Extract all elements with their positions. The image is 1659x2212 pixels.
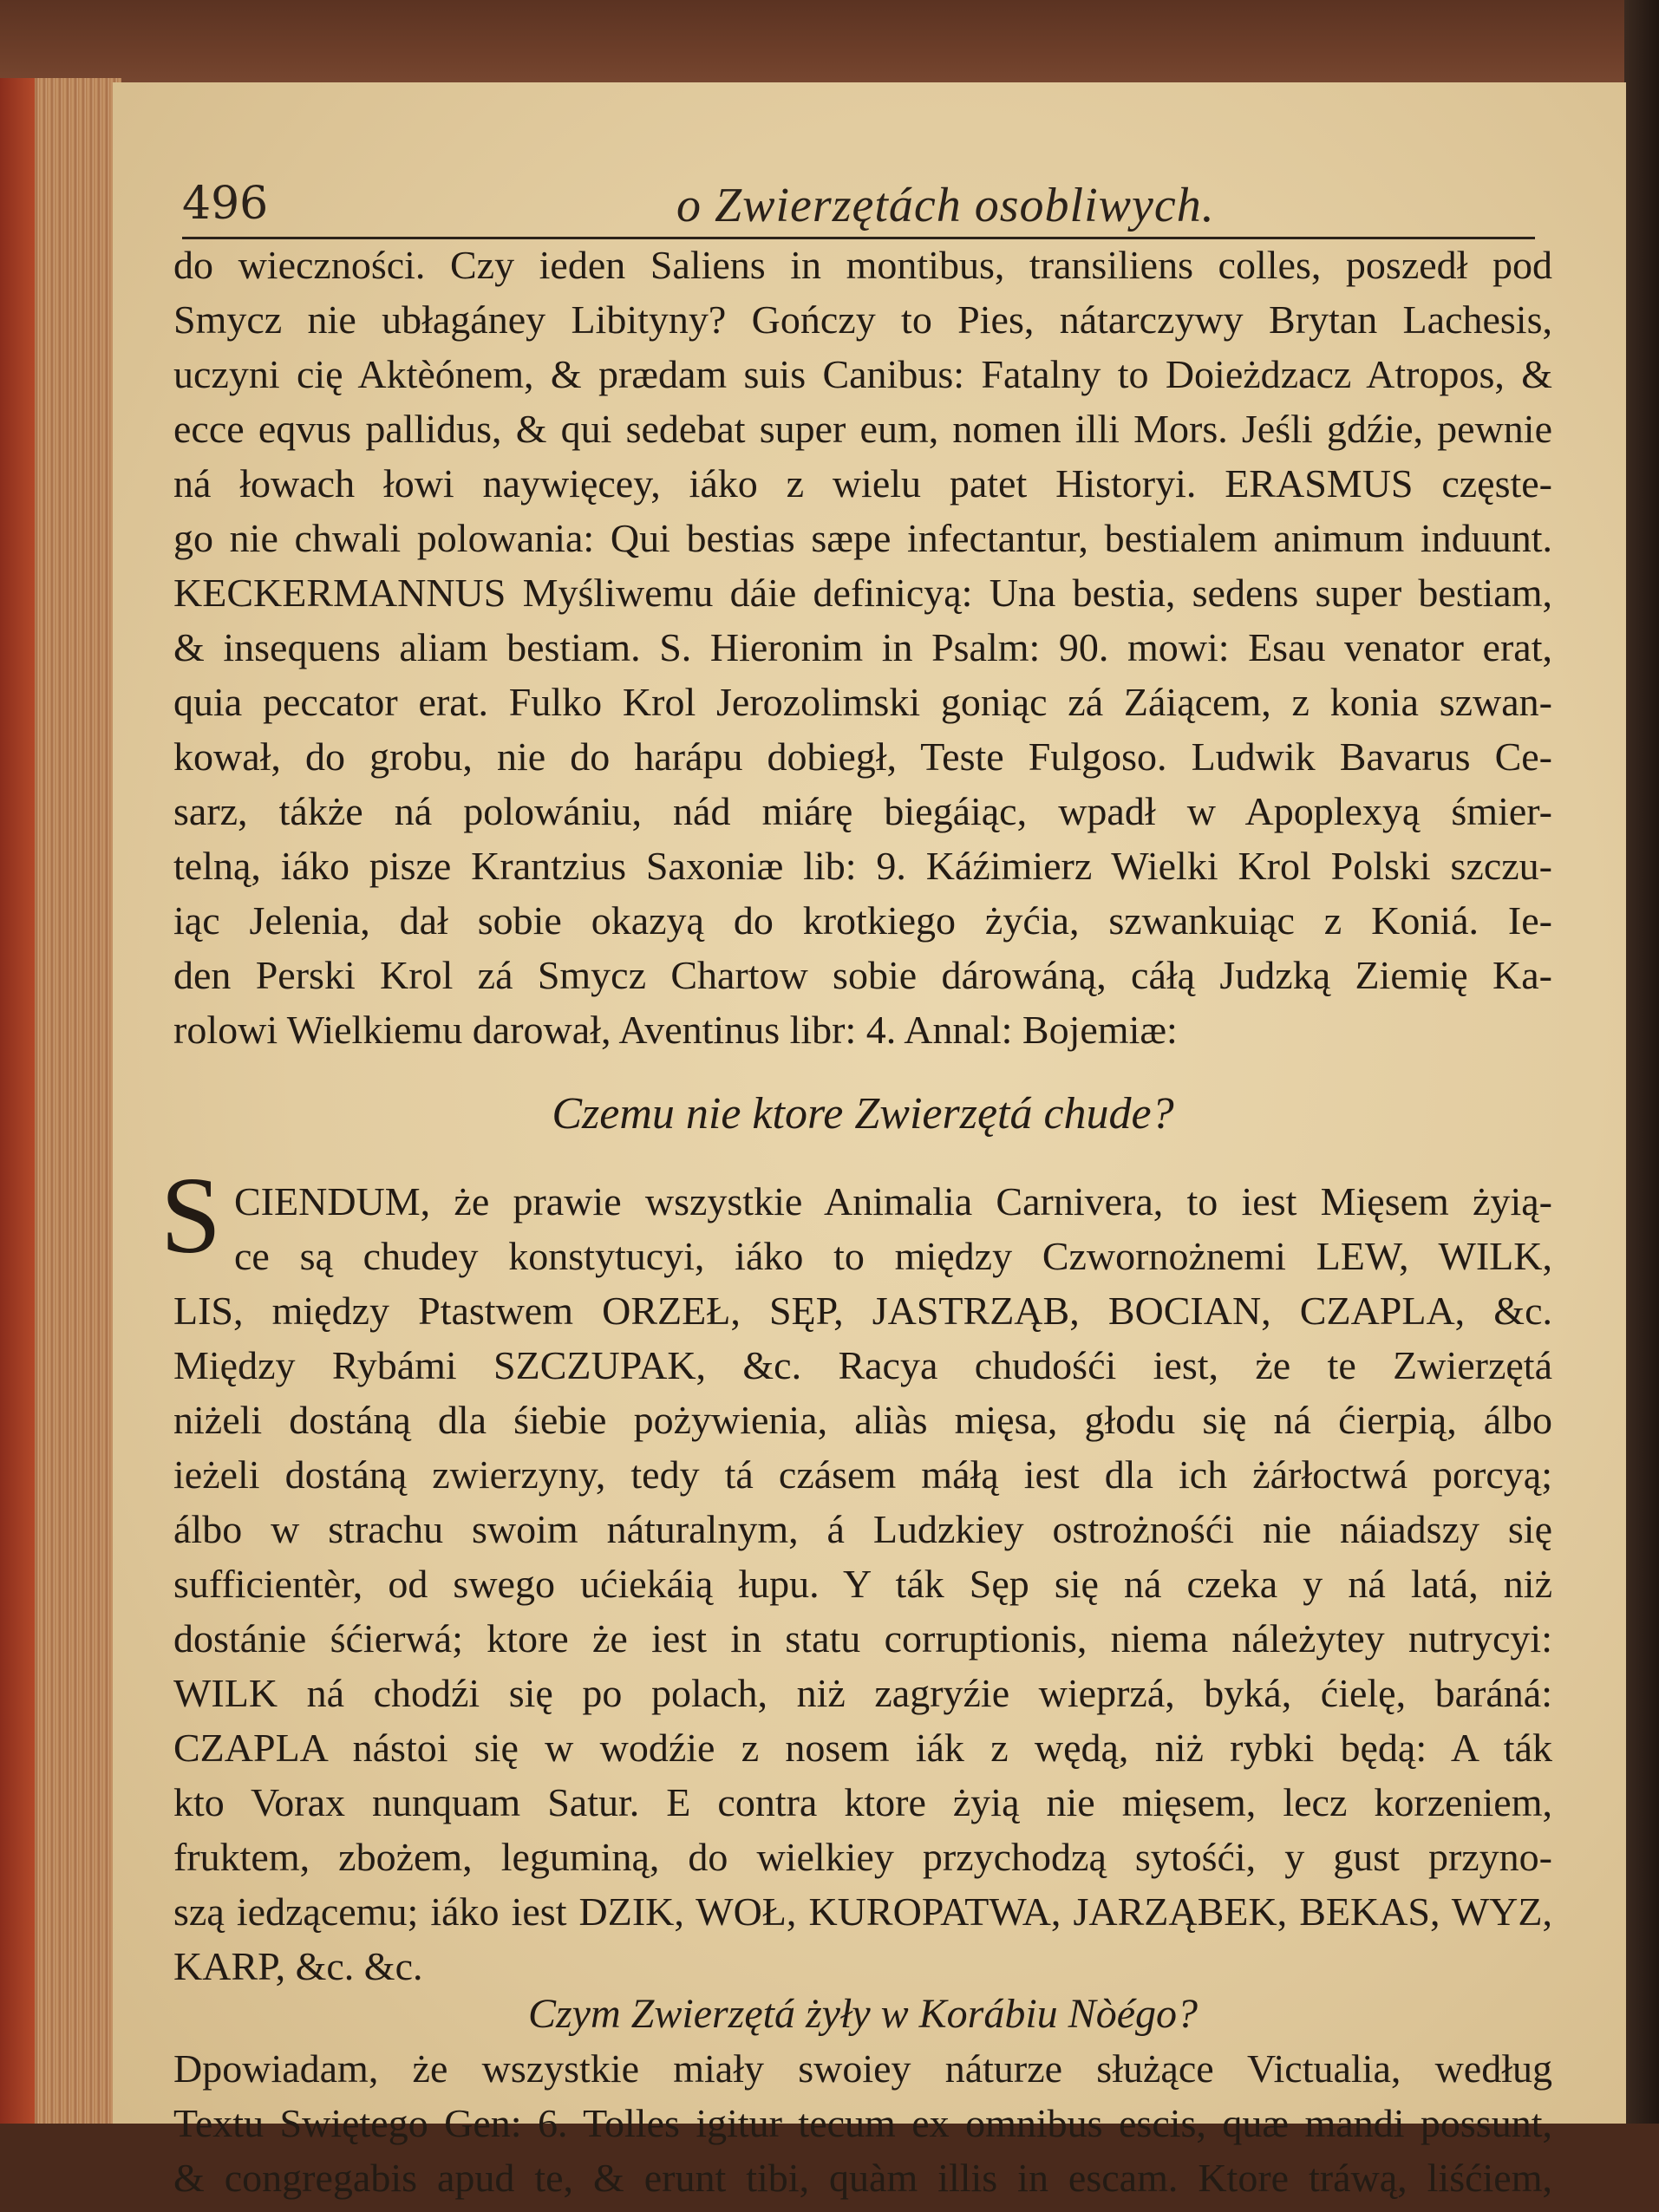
text-line: LIS, między Ptastwem ORZEŁ, SĘP, JASTRZĄB, BOCIAN, CZAPLA, &c. — [173, 1289, 1552, 1333]
text-line: CIENDUM, że prawie wszystkie Animalia Carnivera, to iest Mięsem żyią- — [234, 1179, 1552, 1223]
text-line: quia peccator erat. Fulko Krol Jerozolimski goniąc zá Záiącem, z konia szwan- — [173, 680, 1552, 724]
text-line: & congregabis apud te, & erunt tibi, quàm illis in escam. Ktore tráwą, liśćiem, — [173, 2156, 1552, 2200]
text-line: ecce eqvus pallidus, & qui sedebat super eum, nomen illi Mors. Jeśli gdźie, pewnie — [173, 407, 1552, 451]
text-line: den Perski Krol zá Smycz Chartow sobie dárowáną, cáłą Judzką Ziemię Ka- — [173, 953, 1552, 997]
text-line: WILK ná chodźi się po polach, niż zagryźie wieprzá, byká, ćielę, baráná: — [173, 1671, 1552, 1715]
book-page — [113, 82, 1626, 2200]
running-head: o Zwierzętách osobliwych. — [676, 179, 1215, 232]
text-line: kował, do grobu, nie do harápu dobiegł, Teste Fulgoso. Ludwik Bavarus Ce- — [173, 734, 1552, 779]
text-line: ce są chudey konstytucyi, iáko to między Czwornożnemi LEW, WILK, — [234, 1234, 1552, 1278]
drop-cap: S — [160, 1156, 222, 1276]
text-line: Między Rybámi SZCZUPAK, &c. Racya chudośći iest, że te Zwierzętá — [173, 1343, 1552, 1387]
text-line: Dpowiadam, że wszystkie miały swoiey náturze służące Victualia, według — [173, 2046, 1552, 2091]
text-line: fruktem, zbożem, leguminą, do wielkiey przychodzą sytośći, y gust przyno- — [173, 1835, 1552, 1879]
text-line: ieżeli dostáną zwierzyny, tedy tá czásem máłą iest dla ich żárłoctwá porcyą; — [173, 1452, 1552, 1497]
text-line: Smycz nie ubłagáney Libityny? Gończy to Pies, nátarczywy Brytan Lachesis, — [173, 297, 1552, 342]
text-line: KECKERMANNUS Myśliwemu dáie definicyą: Una bestia, sedens super bestiam, — [173, 571, 1552, 615]
text-line: sarz, tákże ná polowániu, nád miárę biegáiąc, wpadł w Apoplexyą śmier- — [173, 789, 1552, 833]
text-line: kto Vorax nunquam Satur. E contra ktore żyią nie mięsem, lecz korzeniem, — [173, 1780, 1552, 1824]
text-line: ná łowach łowi naywięcey, iáko z wielu patet Historyi. ERASMUS częste- — [173, 461, 1552, 506]
text-line: KARP, &c. &c. — [173, 1944, 423, 1988]
section-heading: Czym Zwierzętá żyły w Korábiu Nòégo? — [527, 1991, 1198, 2037]
text-line: iąc Jelenia, dał sobie okazyą do krotkiego żyćia, szwankuiąc z Koniá. Ie- — [173, 898, 1552, 943]
text-line: do wieczności. Czy ieden Saliens in montibus, transiliens colles, poszedł pod — [173, 243, 1552, 287]
scan-background-right — [1624, 0, 1659, 2124]
scan-background-top — [0, 0, 1659, 95]
section-heading: Czemu nie ktore Zwierzętá chude? — [552, 1089, 1174, 1139]
text-line: Textu Swiętego Gen: 6. Tolles igitur tecum ex omnibus escis, quæ mandi possunt, — [173, 2101, 1552, 2145]
text-line: go nie chwali polowania: Qui bestias sæpe infectantur, bestialem animum induunt. — [173, 516, 1552, 560]
text-line: telną, iáko pisze Krantzius Saxoniæ lib: 9. Káźimierz Wielki Krol Polski szczu- — [173, 844, 1552, 888]
text-line: uczyni cię Aktèónem, & prædam suis Canibus: Fatalny to Doieżdzacz Atropos, & — [173, 352, 1552, 396]
book-spine — [0, 78, 35, 2124]
text-line: álbo w strachu swoim náturalnym, á Ludzkiey ostrożnośći nie náiadszy się — [173, 1507, 1552, 1551]
text-line: niżeli dostáną dla śiebie pożywienia, aliàs mięsa, głodu się ná ćierpią, álbo — [173, 1398, 1552, 1442]
text-line: CZAPLA nástoi się w wodźie z nosem iák z wędą, niż rybki będą: A ták — [173, 1726, 1552, 1770]
text-line: sufficientèr, od swego ućiekáią łupu. Y ták Sęp się ná czeka y ná latá, niż — [173, 1562, 1552, 1606]
text-line: dostánie śćierwá; ktore że iest in statu corruptionis, niema náleżytey nutrycyi: — [173, 1616, 1552, 1661]
text-line: rolowi Wielkiemu darował, Aventinus libr: 4. Annal: Bojemiæ: — [173, 1008, 1178, 1052]
text-line: szą iedzącemu; iáko iest DZIK, WOŁ, KUROPATWA, JARZĄBEK, BEKAS, WYZ, — [173, 1889, 1552, 1934]
page-number: 496 — [182, 178, 269, 230]
text-line: & insequens aliam bestiam. S. Hieronim in Psalm: 90. mowi: Esau venator erat, — [173, 625, 1552, 669]
